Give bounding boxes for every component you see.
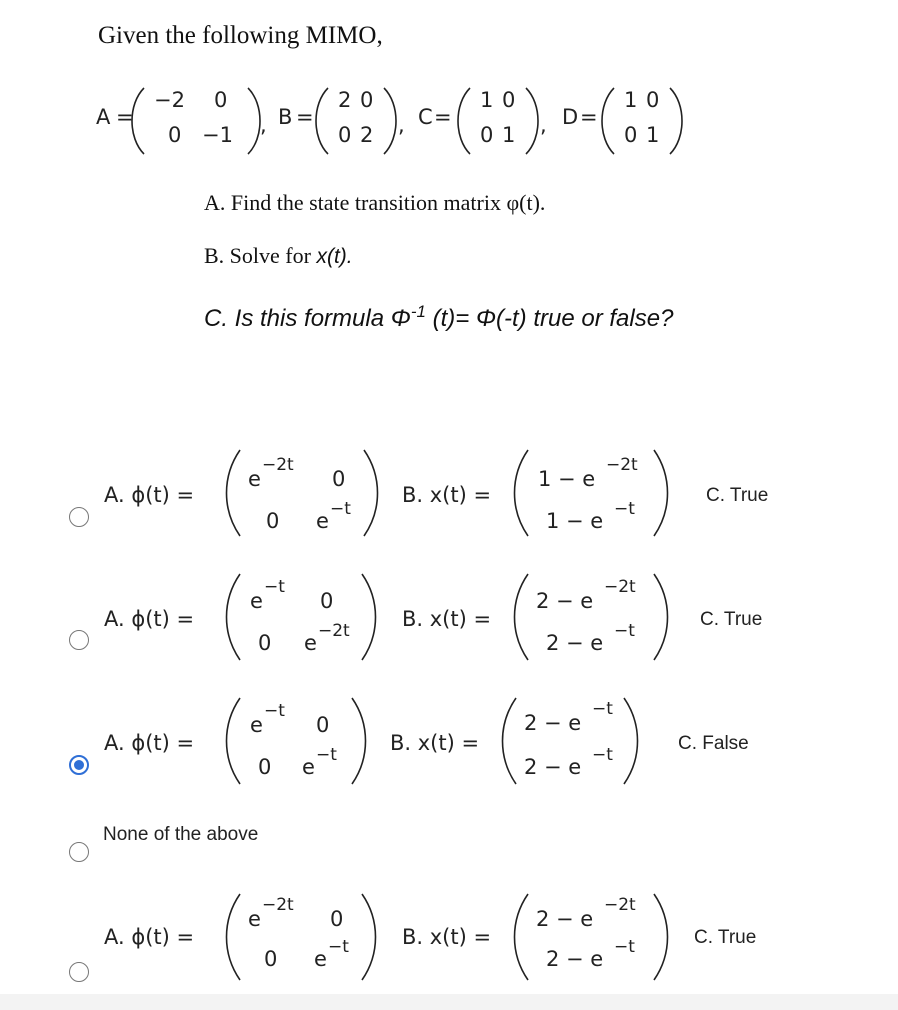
svg-text:0: 0 xyxy=(258,755,272,779)
part-c-text-2: (t)= Φ(-t) true or false? xyxy=(425,305,674,332)
matrix-a-cell: 0 xyxy=(214,88,228,112)
svg-text:−t: −t xyxy=(614,937,635,957)
svg-text:0: 0 xyxy=(316,713,330,737)
x-label: B. x(t) = xyxy=(402,483,492,507)
matrix-b-cell: 0 xyxy=(338,123,352,147)
option-1-radio[interactable] xyxy=(69,507,89,527)
svg-text:−t: −t xyxy=(264,701,285,721)
svg-text:,: , xyxy=(398,113,405,137)
svg-text:2 − e: 2 − e xyxy=(524,711,582,735)
matrix-b-cell: 2 xyxy=(338,88,352,112)
matrix-d-label: D xyxy=(562,105,579,129)
svg-text:−2t: −2t xyxy=(604,577,636,597)
x-label: B. x(t) = xyxy=(402,925,492,949)
svg-text:1 − e: 1 − e xyxy=(546,509,604,533)
matrix-a-label: A xyxy=(96,105,111,129)
svg-text:0: 0 xyxy=(258,631,272,655)
x-label: B. x(t) = xyxy=(390,731,480,755)
svg-text:−t: −t xyxy=(592,745,613,765)
svg-text:e: e xyxy=(304,631,317,655)
svg-text:0: 0 xyxy=(332,467,346,491)
svg-text:e: e xyxy=(250,713,263,737)
svg-text:−t: −t xyxy=(330,499,351,519)
svg-text:e: e xyxy=(248,907,261,931)
matrix-c-cell: 0 xyxy=(502,88,516,112)
part-b-prefix: B. Solve for xyxy=(204,243,317,268)
svg-text:e: e xyxy=(302,755,315,779)
matrix-b-cell: 2 xyxy=(360,123,374,147)
svg-text:=: = xyxy=(434,105,452,129)
svg-text:,: , xyxy=(260,113,267,137)
option-2-radio[interactable] xyxy=(69,630,89,650)
phi-label: A. ϕ(t) = xyxy=(104,925,195,949)
option-1-content[interactable] xyxy=(96,440,786,540)
svg-text:−2t: −2t xyxy=(262,455,294,475)
svg-text:−t: −t xyxy=(316,745,337,765)
svg-text:−t: −t xyxy=(614,621,635,641)
option-c-answer: C. True xyxy=(694,927,757,948)
option-4-label[interactable]: None of the above xyxy=(103,824,259,845)
svg-text:−2t: −2t xyxy=(606,455,638,475)
matrix-d-cell: 0 xyxy=(646,88,660,112)
svg-text:0: 0 xyxy=(330,907,344,931)
svg-text:−t: −t xyxy=(328,937,349,957)
svg-text:0: 0 xyxy=(320,589,334,613)
mimo-matrices xyxy=(88,76,708,160)
svg-text:2 − e: 2 − e xyxy=(546,947,604,971)
matrix-b-label: B xyxy=(278,105,293,129)
svg-text:−2t: −2t xyxy=(262,895,294,915)
question-intro: Given the following MIMO, xyxy=(98,22,383,49)
option-4-radio[interactable] xyxy=(69,842,89,862)
question-part-c xyxy=(204,302,673,333)
matrix-a-cell: 0 xyxy=(168,123,182,147)
option-c-answer: C. True xyxy=(700,609,763,630)
svg-text:−2t: −2t xyxy=(318,621,350,641)
phi-label: A. ϕ(t) = xyxy=(104,483,195,507)
option-3-radio[interactable] xyxy=(69,755,89,775)
phi-label: A. ϕ(t) = xyxy=(104,607,195,631)
svg-text:−t: −t xyxy=(614,499,635,519)
question-part-a: A. Find the state transition matrix φ(t). xyxy=(204,190,546,215)
bottom-bar xyxy=(0,994,898,1010)
part-c-superscript: -1 xyxy=(410,302,426,321)
matrix-d-cell: 0 xyxy=(624,123,638,147)
matrix-a-cell: −1 xyxy=(202,123,233,147)
part-c-text-1: C. Is this formula Φ xyxy=(204,305,411,332)
svg-text:2 − e: 2 − e xyxy=(536,907,594,931)
svg-text:e: e xyxy=(316,509,329,533)
matrix-a-cell: −2 xyxy=(154,88,185,112)
phi-label: A. ϕ(t) = xyxy=(104,731,195,755)
svg-text:2 − e: 2 − e xyxy=(546,631,604,655)
matrix-d-cell: 1 xyxy=(624,88,638,112)
svg-text:=: = xyxy=(580,105,598,129)
svg-text:1 − e: 1 − e xyxy=(538,467,596,491)
svg-text:e: e xyxy=(314,947,327,971)
option-5-radio[interactable] xyxy=(69,962,89,982)
svg-text:2 − e: 2 − e xyxy=(536,589,594,613)
svg-text:e: e xyxy=(250,589,263,613)
matrix-d-cell: 1 xyxy=(646,123,660,147)
matrix-c-cell: 1 xyxy=(480,88,494,112)
option-3-content[interactable] xyxy=(96,690,786,790)
svg-text:0: 0 xyxy=(264,947,278,971)
matrix-b-cell: 0 xyxy=(360,88,374,112)
matrix-c-cell: 0 xyxy=(480,123,494,147)
svg-text:2 − e: 2 − e xyxy=(524,755,582,779)
matrix-c-cell: 1 xyxy=(502,123,516,147)
question-part-b xyxy=(204,243,353,269)
matrix-c-label: C xyxy=(418,105,433,129)
option-c-answer: C. False xyxy=(678,733,749,754)
svg-text:,: , xyxy=(540,113,547,137)
option-c-answer: C. True xyxy=(706,485,769,506)
part-b-variable: x(t). xyxy=(316,245,353,268)
svg-text:−t: −t xyxy=(592,699,613,719)
option-5-content[interactable] xyxy=(96,886,786,986)
svg-text:0: 0 xyxy=(266,509,280,533)
svg-text:−t: −t xyxy=(264,577,285,597)
x-label: B. x(t) = xyxy=(402,607,492,631)
svg-text:e: e xyxy=(248,467,261,491)
svg-text:=: = xyxy=(296,105,314,129)
option-2-content[interactable] xyxy=(96,566,786,666)
svg-text:−2t: −2t xyxy=(604,895,636,915)
svg-text:=: = xyxy=(116,105,134,129)
